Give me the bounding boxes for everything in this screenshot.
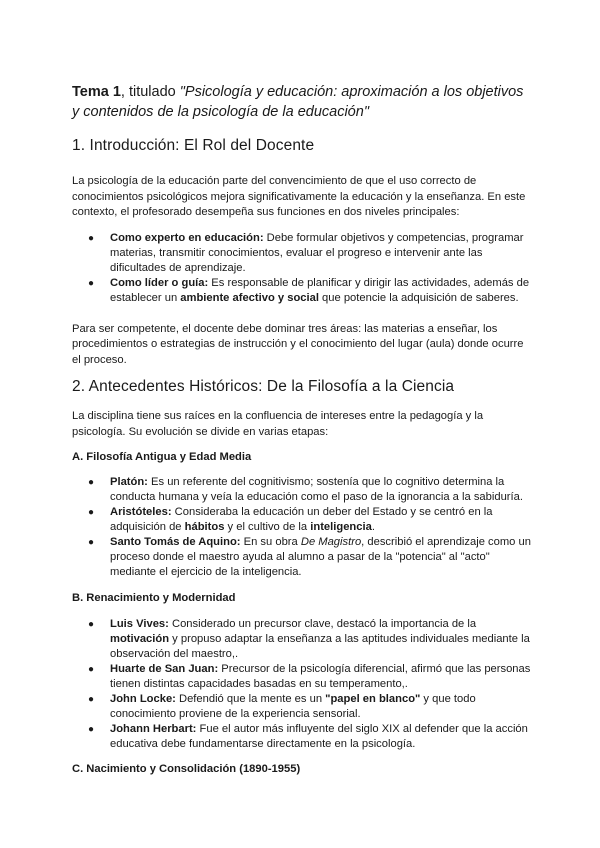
list-item — [72, 662, 532, 692]
section-2-heading: 2. Antecedentes Históricos: De la Filosofía a la Ciencia — [72, 378, 455, 395]
section-2-intro: La disciplina tiene sus raíces en la confluencia de intereses entre la pedagogía y la psicología. Su evolución se divide en varias etapas: — [72, 410, 484, 438]
item-text: Defendió que la mente es un — [175, 693, 326, 705]
bullet-icon: ● — [88, 477, 95, 488]
item-text: Precursor de la psicología diferencial, afirmó que las personas tienen distintas capacidades basadas en su temperamento,. — [110, 663, 531, 690]
item-label: Aristóteles: — [110, 506, 172, 518]
bullet-icon: ● — [88, 724, 95, 735]
item-text: y que todo conocimiento proviene de la experiencia sensorial. — [110, 693, 476, 720]
document-content — [72, 82, 532, 777]
list-item — [72, 617, 532, 662]
bullet-icon: ● — [88, 619, 95, 630]
tema-suffix: , titulado — [120, 84, 180, 100]
item-text: y el cultivo de la — [224, 521, 311, 533]
item-emphasis: "papel en blanco" — [325, 693, 421, 705]
item-text: Consideraba la educación un deber del Estado y se centró en la adquisición de — [110, 506, 493, 533]
document-title — [72, 82, 532, 122]
item-text: Considerado un precursor clave, destacó la importancia de la — [168, 618, 477, 630]
item-text: Es responsable de planificar y dirigir las actividades, además de establecer un — [110, 276, 530, 304]
item-label: Como líder o guía: — [110, 276, 209, 289]
list-item — [72, 475, 532, 505]
subsection-c-heading: C. Nacimiento y Consolidación (1890-1955) — [72, 763, 301, 775]
subsection-a-list — [72, 475, 532, 580]
list-item — [72, 692, 532, 722]
list-item — [72, 231, 532, 276]
list-item — [72, 505, 532, 535]
item-label: Santo Tomás de Aquino: — [110, 536, 241, 548]
bullet-icon: ● — [88, 664, 95, 675]
item-label: Johann Herbart: — [110, 723, 197, 735]
item-label: Huarte de San Juan: — [110, 663, 219, 675]
item-text: y propuso adaptar la enseñanza a las aptitudes individuales mediante la observación del maestro,. — [110, 633, 530, 660]
item-text: Es un referente del cognitivismo; sostenía que lo cognitivo determina la conducta humana y veía la educación como el paso de la ignorancia a la sabiduría. — [110, 476, 523, 503]
subsection-b-list — [72, 617, 532, 752]
item-label: Como experto en educación: — [110, 231, 264, 244]
tema-label: Tema 1 — [72, 84, 121, 100]
item-emphasis: ambiente afectivo y social — [180, 291, 319, 304]
section-1-heading: 1. Introducción: El Rol del Docente — [72, 137, 315, 154]
bullet-icon: ● — [88, 232, 95, 244]
item-emphasis: hábitos — [184, 521, 225, 533]
item-emphasis: inteligencia — [310, 521, 372, 533]
item-label: Luis Vives: — [110, 618, 169, 630]
section-1-closing: Para ser competente, el docente debe dominar tres áreas: las materias a enseñar, los procedimientos o estrategias de instrucción y el conocimiento del lugar (aula) donde ocurre el proceso. — [72, 322, 524, 366]
item-text: En su obra — [240, 536, 301, 548]
list-item — [72, 722, 532, 752]
item-italic: De Magistro — [300, 536, 362, 548]
subsection-b-heading: B. Renacimiento y Modernidad — [72, 592, 236, 604]
bullet-icon: ● — [88, 507, 95, 518]
tema-title: "Psicología y educación: aproximación a los objetivos y contenidos de la psicología de la educación" — [72, 84, 524, 120]
item-text: Debe formular objetivos y competencias, programar materias, transmitir conocimientos, evaluar el progreso e intervenir ante las dificultades de aprendizaje. — [110, 231, 524, 274]
item-text: que potencie la adquisición de saberes. — [318, 291, 519, 304]
item-text: . — [371, 521, 375, 533]
item-label: Platón: — [110, 476, 148, 488]
item-label: John Locke: — [110, 693, 176, 705]
item-text: , describió el aprendizaje como un proceso donde el maestro ayuda al alumno a pasar de la "potencia" al "acto" mediante el ejercicio de la inteligencia. — [110, 536, 531, 578]
list-item — [72, 535, 532, 580]
bullet-icon: ● — [88, 537, 95, 548]
section-1-list — [72, 231, 532, 306]
subsection-a-heading: A. Filosofía Antigua y Edad Media — [72, 451, 252, 463]
bullet-icon: ● — [88, 694, 95, 705]
list-item — [72, 276, 532, 306]
bullet-icon: ● — [88, 277, 95, 289]
item-text: Fue el autor más influyente del siglo XIX al defender que la acción educativa debe fundamentarse directamente en la psicología. — [110, 723, 528, 750]
item-emphasis: motivación — [110, 633, 170, 645]
section-1-intro: La psicología de la educación parte del convencimiento de que el uso correcto de conocimientos psicológicos mejora significativamente la educación y la enseñanza. En este contexto, el profesorado desempeña sus funciones en dos niveles principales: — [72, 175, 526, 218]
